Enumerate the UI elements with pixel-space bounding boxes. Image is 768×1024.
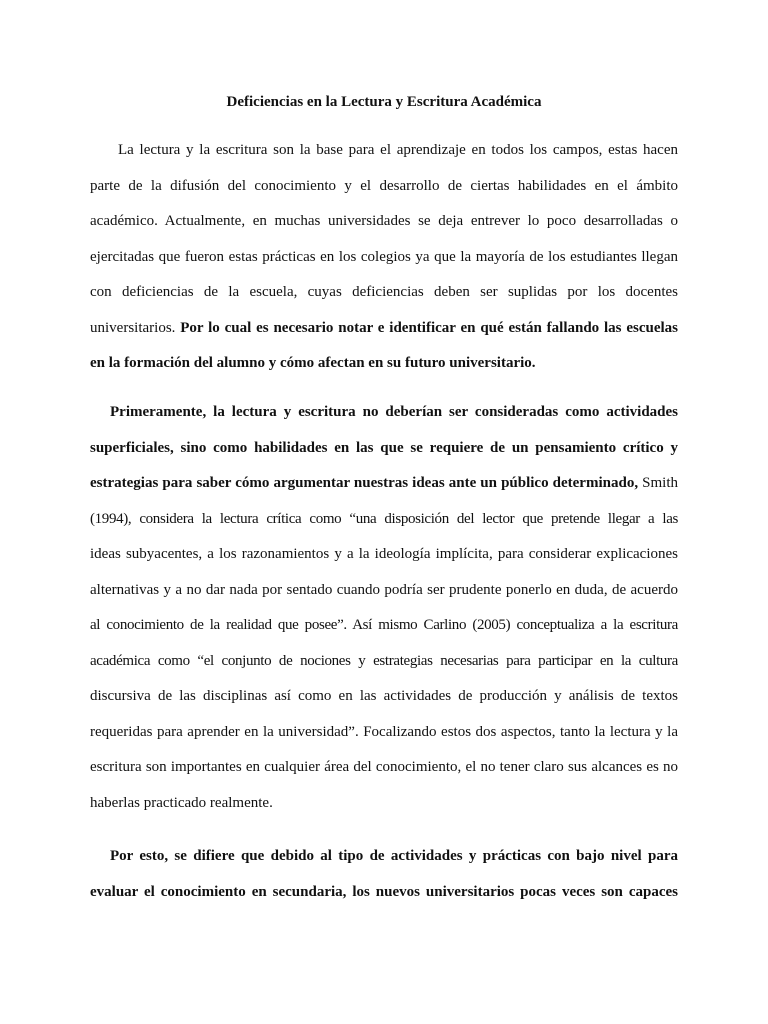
text-line: ideas subyacentes, a los razonamientos y a la ideología implícita, para considerar explicaciones [90,546,678,562]
bold-text: evaluar el conocimiento en secundaria, los nuevos universitarios pocas veces son capaces [90,883,678,900]
text-span: requeridas para aprender en la universidad”. [90,723,359,740]
text-line: académico. Actualmente, en muchas universidades se deja entrever lo poco desarrolladas o [90,213,678,229]
text-line: ejercitadas que fueron estas prácticas en los colegios ya que la mayoría de los estudiantes llegan [90,248,678,265]
text-line: escritura son importantes en cualquier área del conocimiento, el no tener claro sus alcances es no [90,759,678,775]
text-line [90,839,678,875]
text-span: Smith [642,475,679,491]
text-line [90,395,678,431]
text-line: discursiva de las disciplinas así como en las actividades de producción y análisis de textos [90,688,678,704]
text-line [90,311,678,347]
text-line [90,875,678,911]
text-line: alternativas y a no dar nada por sentado cuando podría ser prudente ponerlo en duda, de acuerdo [90,581,678,598]
bold-text: superficiales, sino como habilidades en las que se requiere de un pensamiento crítico y [90,439,678,456]
bold-text: en la formación del alumno y cómo afectan en su futuro universitario. [90,355,536,371]
text-line: (1994), considera la lectura crítica como “una disposición del lector que pretende llegar a las [90,510,678,527]
text-span: Focalizando estos dos aspectos, tanto la lectura y la [363,723,678,740]
text-line [90,466,678,502]
text-line: parte de la difusión del conocimiento y el desarrollo de ciertas habilidades en el ámbito [90,177,678,194]
text-line [90,715,678,751]
text-line: haberlas practicado realmente. [90,794,273,811]
bold-text: Primeramente, la lectura y escritura no deberían ser consideradas como actividades [110,404,678,420]
text-span: universitarios. [90,319,176,336]
text-line [90,346,678,382]
paragraph-3 [90,839,678,910]
bold-text: Por esto, se difiere que debido al tipo de actividades y prácticas con bajo nivel para [110,848,678,864]
paragraph-2 [90,395,678,821]
bold-text: estrategias para saber cómo argumentar nuestras ideas ante un público determinado, [90,475,639,491]
text-line: con deficiencias de la escuela, cuyas deficiencias deben ser suplidas por los docentes [90,284,678,300]
text-line: académica como “el conjunto de nociones y estrategias necesarias para participar en la cultura [90,652,678,669]
text-line: al conocimiento de la realidad que posee”. Así mismo Carlino (2005) conceptualiza a la escritura [90,617,678,633]
bold-text: Por lo cual es necesario notar e identificar en qué están fallando las escuelas [180,319,679,336]
paragraph-1 [90,133,678,382]
text-line: La lectura y la escritura son la base para el aprendizaje en todos los campos, estas hacen [118,142,678,158]
document-title: Deficiencias en la Lectura y Escritura Académica [226,94,542,110]
text-line [90,431,678,467]
